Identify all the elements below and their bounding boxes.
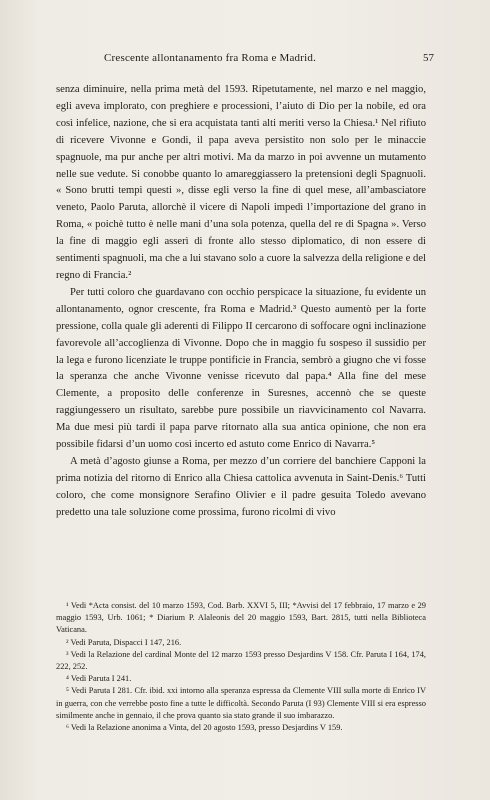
footnote: ⁶ Vedi la Relazione anonima a Vinta, del 20 agosto 1593, presso Desjardins V 159. [66, 723, 343, 733]
paragraph: Per tutti coloro che guardavano con occhio perspicace la situazione, fu evidente un allontanamento, ognor crescente, fra Roma e Madrid.³ Questo aumentò per la forte pressione, colla quale gli aderenti di Filippo II cercarono di soffocare ogni inclinazione favorevole all’accoglienza di Vivonne. Dopo che in maggio fu sospeso il sussidio per la lega e furono licenziate le truppe pontificie in Francia, sembrò a giugno che vi fosse la speranza che anche Vivonne venisse ricevuto dal papa.⁴ Alla fine del mese Clemente, a proposito delle conferenze in Suresnes, accennò che se queste raggiungessero un risultato, sarebbe pure possibile un riavvicinamento col Navarra. Ma due mesi più tardi il papa parve ritornato alla sua antica opinione, che non era possibile fidarsi d’un uomo così incerto ed astuto come Enrico di Navarra.⁵ [56, 286, 426, 451]
footnote: ¹ Vedi *Acta consist. del 10 marzo 1593, Cod. Barb. XXVI 5, III; *Avvisi del 17 febbraio, 17 marzo e 29 maggio 1593, Urb. 1061; * Diarium P. Alaleonis del 20 maggio 1593, Bart. 2815, tutti nella Biblioteca Vaticana. [56, 601, 426, 635]
footnote: ⁵ Vedi Paruta I 281. Cfr. ibid. xxi intorno alla speranza espressa da Clemente VIII sulla morte di Enrico IV in guerra, con che verrebbe posto fine a tutte le difficoltà. Secondo Paruta (I 93) Clemente VIII si era espresso similmente anche in gennaio, il che prova quanto sia stato grande il suo imbarazzo. [56, 686, 426, 720]
footnotes [56, 600, 426, 734]
running-title: Crescente allontanamento fra Roma e Madrid. [104, 52, 317, 64]
page-number: 57 [423, 52, 434, 64]
paragraph: A metà d’agosto giunse a Roma, per mezzo d’un corriere del banchiere Capponi la prima notizia del ritorno di Enrico alla Chiesa cattolica avvenuta in Saint-Denis.⁶ Tutti coloro, che come monsignore Serafino Olivier e il padre gesuita Toledo avevano predetto una tale soluzione come prossima, furono ricolmi di vivo [56, 455, 426, 518]
footnote: ⁴ Vedi Paruta I 241. [66, 674, 132, 684]
page-header [56, 52, 434, 68]
footnote: ² Vedi Paruta, Dispacci I 147, 216. [66, 637, 182, 647]
footnote: ³ Vedi la Relazione del cardinal Monte del 12 marzo 1593 presso Desjardins V 158. Cfr. Paruta I 164, 174, 222, 252. [56, 649, 426, 672]
body-text [56, 82, 426, 522]
paragraph: senza diminuire, nella prima metà del 1593. Ripetutamente, nel marzo e nel maggio, egli aveva implorato, con preghiere e processioni, l’aiuto di Dio per la nobile, ed ora così infelice, nazione, che si era acquistata tanti alti meriti verso la Chiesa.¹ Nel rifiuto di ricevere Vivonne e Gondi, il papa aveva persistito non solo per le minaccie spagnuole, ma pur anche per altri motivi. Ma da marzo in poi avvenne un mutamento nelle sue vedute. Si conobbe quanto lo amareggiassero la pretensioni degli Spagnuoli. « Sono brutti tempi questi », disse egli verso la fine di quel mese, all’ambasciatore veneto, Paolo Paruta, allorchè il vicere di Napoli impedì l’importazione del grano in Roma, « poichè tutto è nelle mani d’una sola potenza, quella del re di Spagna ». Verso la fine di maggio egli asserì di fronte allo stesso diplomatico, di non essere di sentimenti spagnuoli, ma che a lui stavano solo a cuore la salvezza della religione e del regno di Francia.² [56, 84, 426, 281]
